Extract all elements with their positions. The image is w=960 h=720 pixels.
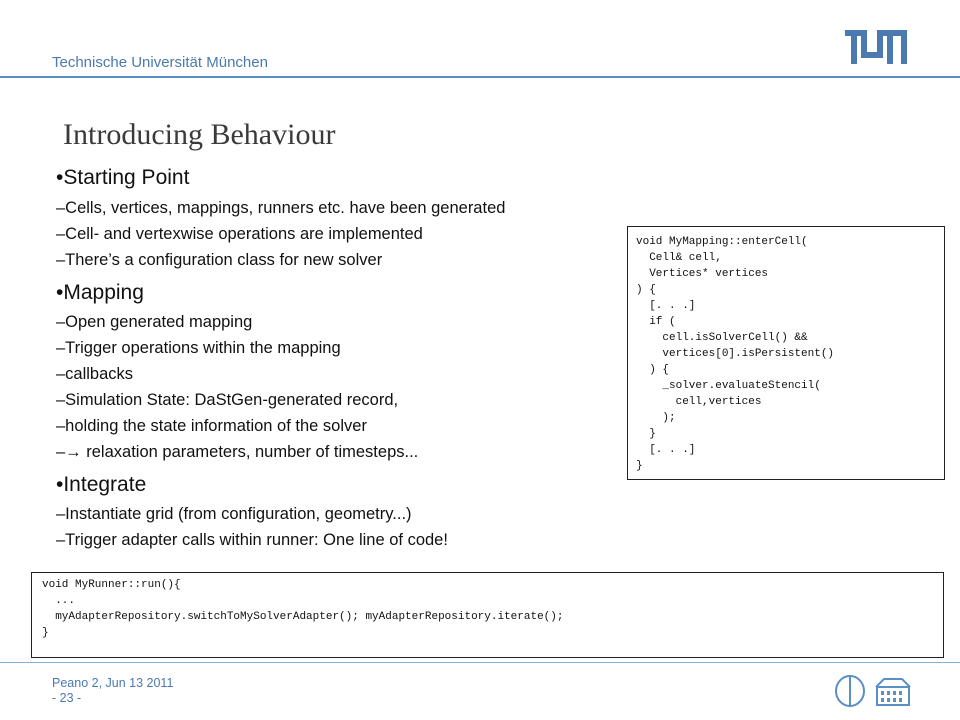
code-line: ... xyxy=(42,595,76,607)
code-line: cell,vertices xyxy=(636,396,762,408)
code-line: [. . .] xyxy=(636,444,696,456)
code-line: } xyxy=(42,627,49,639)
bullet-item: –holding the state information of the solver xyxy=(56,417,367,435)
page-number: - 23 - xyxy=(52,691,82,705)
section-heading-mapping: •Mapping xyxy=(56,281,144,304)
code-line: cell.isSolverCell() && xyxy=(636,332,808,344)
code-line: Cell& cell, xyxy=(636,252,722,264)
bullet-item: –→ relaxation parameters, number of timesteps... xyxy=(56,443,419,461)
code-line: ) { xyxy=(636,284,656,296)
bullet-item: –Simulation State: DaStGen-generated record, xyxy=(56,391,399,409)
code-line: _solver.evaluateStencil( xyxy=(636,380,821,392)
bullet-item: –Open generated mapping xyxy=(56,313,253,331)
section-heading-integrate: •Integrate xyxy=(56,473,147,496)
code-line: if ( xyxy=(636,316,676,328)
bullet-item: –Cell- and vertexwise operations are implemented xyxy=(56,225,423,243)
code-line: void MyRunner::run(){ xyxy=(42,579,181,591)
code-line: myAdapterRepository.switchToMySolverAdapter(); myAdapterRepository.iterate(); xyxy=(42,611,564,623)
bullet-item: –Cells, vertices, mappings, runners etc. have been generated xyxy=(56,199,506,217)
code-line: ) { xyxy=(636,364,670,376)
code-line: void MyMapping::enterCell( xyxy=(636,236,808,248)
code-line: } xyxy=(636,428,656,440)
bullet-item: –There’s a configuration class for new solver xyxy=(56,251,383,269)
code-line: } xyxy=(636,460,643,472)
code-line: Vertices* vertices xyxy=(636,268,769,280)
code-line: vertices[0].isPersistent() xyxy=(636,348,835,360)
circle-divider-icon xyxy=(833,673,867,709)
university-name: Technische Universität München xyxy=(52,54,268,71)
footer-date: Peano 2, Jun 13 2011 xyxy=(52,676,174,690)
bullet-item: –Trigger operations within the mapping xyxy=(56,339,341,357)
footer-divider xyxy=(0,662,960,663)
tum-logo-icon xyxy=(845,30,907,64)
bullet-item: –Trigger adapter calls within runner: One line of code! xyxy=(56,531,448,549)
code-block-mapping xyxy=(627,226,945,480)
bullet-item: –Instantiate grid (from configuration, geometry...) xyxy=(56,505,412,523)
building-icon xyxy=(874,675,912,709)
section-heading-starting-point: •Starting Point xyxy=(56,166,190,189)
bullet-item: –callbacks xyxy=(56,365,134,383)
slide-title: Introducing Behaviour xyxy=(63,118,336,151)
code-line: ); xyxy=(636,412,676,424)
header-divider xyxy=(0,76,960,78)
code-line: [. . .] xyxy=(636,300,696,312)
code-block-runner xyxy=(31,572,944,658)
